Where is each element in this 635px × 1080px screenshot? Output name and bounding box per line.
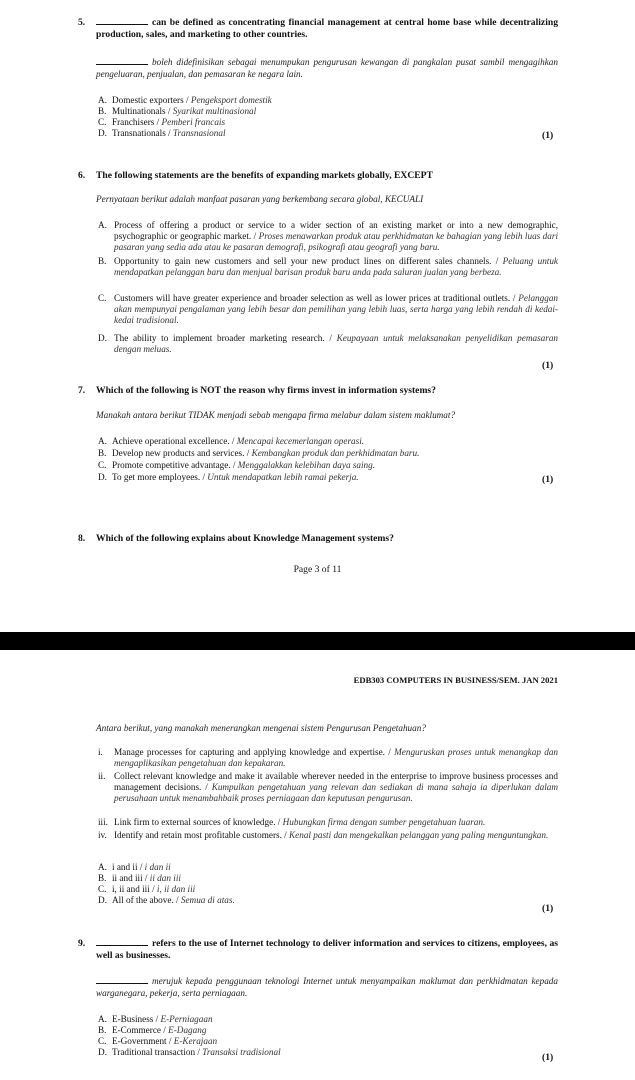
option-english: Customers will have greater experience and broader selection as well as lower prices at traditional outlets. / bbox=[114, 293, 516, 303]
option-malay: Peluang untuk mendapatkan pelanggan baru dan menjual barisan produk baru anda pada saluran jualan yang berbeza. bbox=[114, 256, 559, 278]
page-header: EDB303 COMPUTERS IN BUSINESS/SEM. JAN 2021 bbox=[353, 675, 558, 685]
option-letter: B. bbox=[98, 1025, 107, 1035]
q9-mark: (1) bbox=[542, 1052, 554, 1063]
option-english: Multinationals / bbox=[112, 106, 171, 116]
statement-malay: Menguruskan proses untuk menangkap dan mengaplikasikan pengetahuan dan kepakaran. bbox=[114, 747, 559, 769]
option-english: E-Business / bbox=[112, 1014, 159, 1024]
q8-option-d bbox=[98, 895, 558, 906]
statement-malay: Kenal pasti dan mengekalkan pelanggan yang paling menguntungkan. bbox=[289, 830, 549, 840]
q5-option-a bbox=[98, 95, 558, 106]
question-9-text bbox=[96, 938, 558, 962]
option-malay: Semua di atas. bbox=[180, 895, 235, 905]
option-letter: D. bbox=[98, 895, 107, 905]
option-letter: D. bbox=[98, 472, 107, 482]
option-letter: A. bbox=[98, 95, 107, 105]
option-letter: C. bbox=[98, 117, 107, 127]
answer-blank bbox=[96, 945, 148, 946]
option-malay: ii dan iii bbox=[149, 873, 181, 883]
option-english: Develop new products and services. / bbox=[112, 448, 250, 458]
answer-blank bbox=[96, 64, 148, 65]
q6-option-d bbox=[98, 333, 558, 355]
q8-statement-iv bbox=[98, 830, 558, 841]
q5-option-d bbox=[98, 128, 558, 139]
option-english: Achieve operational excellence. / bbox=[112, 436, 235, 446]
option-english: Transnationals / bbox=[112, 128, 171, 138]
option-english: Opportunity to gain new customers and sell your new product lines on different sales channels. / bbox=[114, 256, 499, 266]
option-english: To get more employees. / bbox=[112, 472, 205, 482]
option-letter: B. bbox=[98, 448, 107, 458]
option-letter: A. bbox=[98, 436, 107, 446]
answer-blank bbox=[96, 24, 148, 25]
q8-option-c bbox=[98, 884, 558, 895]
q9-option-c bbox=[98, 1036, 558, 1047]
option-malay: E-Kerajaan bbox=[173, 1036, 218, 1046]
option-letter: B. bbox=[98, 106, 107, 116]
q5-mark: (1) bbox=[542, 130, 554, 141]
statement-number: iii. bbox=[98, 817, 108, 827]
statement-malay: Kumpulkan pengetahuan yang relevan dan sediakan di mana sahaja ia diperlukan dalam perusahaan untuk menambahbaik proses perniagaan dan keputusan pengurusan. bbox=[114, 782, 558, 804]
statement-number: iv. bbox=[98, 830, 107, 840]
option-english: Traditional transaction / bbox=[112, 1047, 200, 1057]
option-letter: B. bbox=[98, 873, 107, 883]
option-english: Domestic exporters / bbox=[112, 95, 189, 105]
page-footer: Page 3 of 11 bbox=[293, 564, 342, 575]
option-english: E-Commerce / bbox=[112, 1025, 166, 1035]
answer-blank bbox=[96, 983, 148, 984]
q7-option-b bbox=[98, 448, 558, 459]
question-7-number: 7. bbox=[78, 385, 86, 396]
question-6-number: 6. bbox=[78, 170, 86, 181]
page-separator bbox=[0, 632, 635, 650]
q8-mark: (1) bbox=[542, 903, 554, 914]
question-9-stem: refers to the use of Internet technology to deliver information and services to citizens, employees, as well as businesses. bbox=[96, 938, 558, 961]
option-malay: Kembangkan produk dan perkhidmatan baru. bbox=[251, 448, 420, 458]
option-malay: i dan ii bbox=[144, 862, 171, 872]
option-english: All of the above. / bbox=[112, 895, 179, 905]
q6-option-b bbox=[98, 256, 558, 278]
q7-option-a bbox=[98, 436, 558, 447]
q5-option-c bbox=[98, 117, 558, 128]
q7-option-d bbox=[98, 472, 558, 483]
exam-page-4 bbox=[0, 650, 635, 1080]
option-letter: A. bbox=[98, 220, 107, 230]
q5-option-b bbox=[98, 106, 558, 117]
question-8-number: 8. bbox=[78, 533, 86, 544]
q6-option-c bbox=[98, 293, 558, 327]
q9-option-b bbox=[98, 1025, 558, 1036]
option-letter: C. bbox=[98, 460, 107, 470]
question-6-text: The following statements are the benefits of expanding markets globally, EXCEPT bbox=[96, 170, 433, 181]
option-english: Franchisers / bbox=[112, 117, 160, 127]
q8-statement-ii bbox=[98, 771, 558, 805]
statement-malay: Hubungkan firma dengan sumber pengetahuan luaran. bbox=[282, 817, 486, 827]
statement-english: Manage processes for capturing and applying knowledge and expertise. / bbox=[114, 747, 391, 757]
option-letter: D. bbox=[98, 1047, 107, 1057]
question-8-malay: Antara berikut, yang manakah menerangkan mengenai sistem Pengurusan Pengetahuan? bbox=[96, 723, 426, 733]
question-9-malay-stem: merujuk kepada penggunaan teknologi Internet untuk menyampaikan maklumat dan perkhidmatan kepada warganegara, pekerja, serta perniagaan. bbox=[96, 976, 558, 998]
option-english: E-Government / bbox=[112, 1036, 172, 1046]
option-letter: C. bbox=[98, 293, 107, 303]
question-9-malay bbox=[96, 976, 558, 999]
q8-option-a bbox=[98, 862, 558, 873]
q6-mark: (1) bbox=[542, 360, 554, 371]
option-english: Promote competitive advantage. / bbox=[112, 460, 236, 470]
q6-option-a bbox=[98, 220, 558, 254]
question-8-text: Which of the following explains about Knowledge Management systems? bbox=[96, 533, 394, 544]
q8-statement-i bbox=[98, 747, 558, 769]
option-malay: Transaksi tradisional bbox=[202, 1047, 281, 1057]
option-malay: Pemberi francais bbox=[161, 117, 226, 127]
option-malay: Mencapai kecemerlangan operasi. bbox=[236, 436, 365, 446]
q8-option-b bbox=[98, 873, 558, 884]
option-letter: A. bbox=[98, 862, 107, 872]
q8-statement-iii bbox=[98, 817, 558, 828]
option-english: ii and iii / bbox=[112, 873, 148, 883]
option-letter: C. bbox=[98, 1036, 107, 1046]
option-english: Process of offering a product or service to a wider section of an existing market or into a new demographic, psychographic or geographic market. / bbox=[114, 220, 558, 242]
option-letter: D. bbox=[98, 128, 107, 138]
question-5-malay-stem: boleh didefinisikan sebagai menumpukan pengurusan kewangan di pangkalan pusat sambil mengagihkan pengeluaran, penjualan, dan pemasaran ke negara lain. bbox=[96, 57, 558, 79]
question-5-stem: can be defined as concentrating financial management at central home base while decentralizing production, sales, and marketing to other countries. bbox=[96, 17, 558, 40]
option-english: i and ii / bbox=[112, 862, 143, 872]
option-letter: B. bbox=[98, 256, 107, 266]
option-malay: Transnasional bbox=[172, 128, 226, 138]
question-7-malay: Manakah antara berikut TIDAK menjadi sebab mengapa firma melabur dalam sistem maklumat? bbox=[96, 410, 456, 420]
option-english: i, ii and iii / bbox=[112, 884, 155, 894]
option-english: The ability to implement broader marketing research. / bbox=[114, 333, 332, 343]
question-5-number: 5. bbox=[78, 17, 86, 28]
option-malay: Untuk mendapatkan lebih ramai pekerja. bbox=[207, 472, 359, 482]
question-7-text: Which of the following is NOT the reason why firms invest in information systems? bbox=[96, 385, 436, 396]
q7-option-c bbox=[98, 460, 558, 471]
statement-number: i. bbox=[98, 747, 103, 757]
statement-english: Identify and retain most profitable customers. / bbox=[114, 830, 287, 840]
question-5-text bbox=[96, 17, 558, 41]
question-6-malay: Pernyataan berikut adalah manfaat pasaran yang berkembang secara global, KECUALI bbox=[96, 194, 424, 204]
question-9-number: 9. bbox=[78, 938, 86, 949]
question-5-malay bbox=[96, 57, 558, 80]
statement-english: Collect relevant knowledge and make it available wherever needed in the enterprise to improve business processes and management decisions. / bbox=[114, 771, 558, 793]
statement-english: Link firm to external sources of knowledge. / bbox=[114, 817, 281, 827]
q9-option-d bbox=[98, 1047, 558, 1058]
option-malay: Menggalakkan kelebihan daya saing. bbox=[237, 460, 376, 470]
option-malay: E-Dagang bbox=[168, 1025, 207, 1035]
option-malay: E-Perniagaan bbox=[160, 1014, 213, 1024]
option-letter: D. bbox=[98, 333, 107, 343]
option-malay: Keupayaan untuk melaksanakan penyelidikan pemasaran dengan meluas. bbox=[114, 333, 559, 355]
option-malay: Proses menawarkan produk atau perkhidmatan ke bahagian yang lebih luas dari pasaran yang sedia ada atau ke pasaran demografi, psikografi atau geografi yang baru. bbox=[114, 231, 558, 253]
statement-number: ii. bbox=[98, 771, 106, 781]
option-malay: Syarikat multinasional bbox=[172, 106, 257, 116]
option-malay: i, ii dan iii bbox=[156, 884, 196, 894]
option-malay: Pengeksport domestik bbox=[190, 95, 272, 105]
q9-option-a bbox=[98, 1014, 558, 1025]
option-letter: A. bbox=[98, 1014, 107, 1024]
option-malay: Pelanggan akan mempunyai pengalaman yang lebih besar dan pemilihan yang lebih luas, serta harga yang lebih rendah di kedai-kedai tradisional. bbox=[114, 293, 559, 326]
option-letter: C. bbox=[98, 884, 107, 894]
q7-mark: (1) bbox=[542, 474, 554, 485]
